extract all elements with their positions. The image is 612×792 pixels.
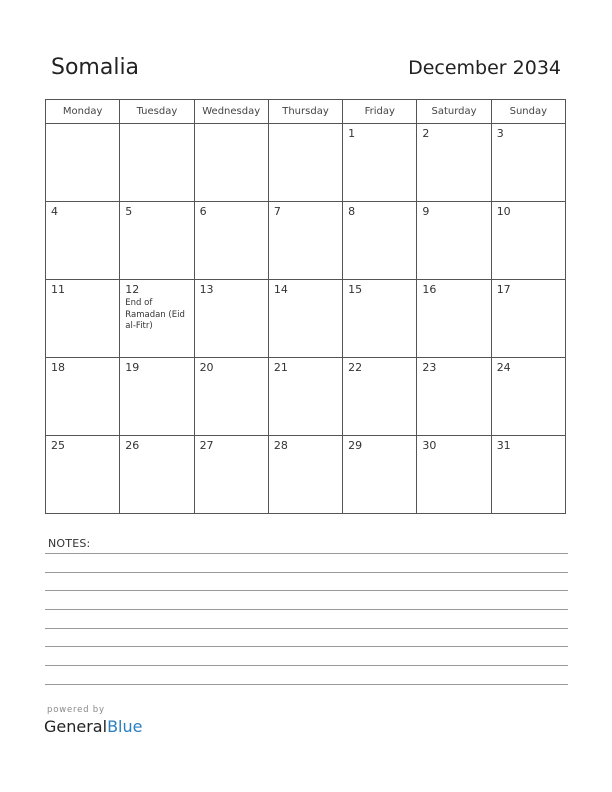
day-cell bbox=[268, 280, 342, 358]
day-cell bbox=[343, 124, 417, 202]
note-line[interactable] bbox=[45, 609, 568, 610]
day-cell bbox=[417, 124, 491, 202]
day-cell bbox=[343, 436, 417, 514]
brand-blue: Blue bbox=[107, 717, 143, 736]
day-number: 6 bbox=[199, 205, 207, 218]
day-cell bbox=[120, 436, 194, 514]
holiday-label: End of Ramadan (Eid al-Fitr) bbox=[125, 298, 185, 331]
day-cell bbox=[120, 358, 194, 436]
weekday-header: Thursday bbox=[268, 100, 342, 124]
weekday-header: Friday bbox=[343, 100, 417, 124]
weekday-header: Saturday bbox=[417, 100, 491, 124]
day-cell bbox=[417, 358, 491, 436]
day-number: 8 bbox=[348, 205, 356, 218]
day-cell bbox=[491, 358, 565, 436]
day-cell bbox=[194, 280, 268, 358]
country-title: Somalia bbox=[51, 55, 140, 80]
week-row bbox=[46, 124, 566, 202]
weekday-header-row bbox=[46, 100, 566, 124]
day-cell bbox=[343, 358, 417, 436]
note-line[interactable] bbox=[45, 590, 568, 591]
day-cell bbox=[268, 436, 342, 514]
day-cell bbox=[194, 358, 268, 436]
day-number: 16 bbox=[422, 283, 437, 296]
day-number: 24 bbox=[496, 361, 511, 374]
day-number: 27 bbox=[199, 439, 214, 452]
day-cell bbox=[491, 124, 565, 202]
day-number: 25 bbox=[51, 439, 65, 452]
day-number: 29 bbox=[348, 439, 363, 452]
day-number: 10 bbox=[496, 205, 511, 218]
week-row bbox=[46, 202, 566, 280]
notes-label: NOTES: bbox=[48, 537, 91, 550]
brand-general: General bbox=[44, 717, 108, 736]
day-number: 13 bbox=[199, 283, 214, 296]
day-number: 2 bbox=[422, 127, 430, 140]
day-number: 20 bbox=[199, 361, 214, 374]
week-row bbox=[46, 358, 566, 436]
day-cell bbox=[268, 202, 342, 280]
day-number: 30 bbox=[422, 439, 437, 452]
day-number: 9 bbox=[422, 205, 430, 218]
day-number: 19 bbox=[125, 361, 140, 374]
day-cell bbox=[491, 436, 565, 514]
day-number: 18 bbox=[51, 361, 65, 374]
day-cell bbox=[46, 280, 120, 358]
day-number: 4 bbox=[51, 205, 58, 218]
day-cell bbox=[268, 358, 342, 436]
note-line[interactable] bbox=[45, 665, 568, 666]
note-line[interactable] bbox=[45, 628, 568, 629]
day-cell bbox=[417, 202, 491, 280]
note-line[interactable] bbox=[45, 553, 568, 554]
day-number: 1 bbox=[348, 127, 356, 140]
weekday-header: Monday bbox=[46, 100, 120, 124]
day-cell bbox=[194, 124, 268, 202]
weekday-header: Wednesday bbox=[194, 100, 268, 124]
calendar-grid bbox=[45, 99, 566, 514]
week-row bbox=[46, 280, 566, 358]
day-cell bbox=[194, 202, 268, 280]
day-number: 12 bbox=[125, 283, 140, 296]
day-number: 5 bbox=[125, 205, 133, 218]
day-cell bbox=[343, 280, 417, 358]
day-number: 23 bbox=[422, 361, 437, 374]
day-cell bbox=[417, 436, 491, 514]
day-cell bbox=[491, 280, 565, 358]
day-cell bbox=[46, 124, 120, 202]
day-number: 15 bbox=[348, 283, 363, 296]
week-row bbox=[46, 436, 566, 514]
day-cell bbox=[120, 280, 194, 358]
note-line[interactable] bbox=[45, 646, 568, 647]
day-number: 28 bbox=[273, 439, 288, 452]
day-number: 17 bbox=[496, 283, 511, 296]
day-number: 11 bbox=[51, 283, 65, 296]
day-number: 26 bbox=[125, 439, 140, 452]
day-cell bbox=[46, 358, 120, 436]
day-cell bbox=[268, 124, 342, 202]
powered-by-text: powered by bbox=[47, 705, 105, 715]
note-line[interactable] bbox=[45, 572, 568, 573]
note-line[interactable] bbox=[45, 684, 568, 685]
day-cell bbox=[194, 436, 268, 514]
day-cell bbox=[417, 280, 491, 358]
generalblue-logo[interactable] bbox=[44, 717, 142, 736]
day-cell bbox=[46, 436, 120, 514]
day-cell bbox=[120, 202, 194, 280]
day-cell bbox=[46, 202, 120, 280]
day-cell bbox=[343, 202, 417, 280]
day-number: 31 bbox=[496, 439, 511, 452]
day-number: 3 bbox=[496, 127, 504, 140]
day-number: 22 bbox=[348, 361, 363, 374]
day-number: 21 bbox=[273, 361, 288, 374]
weekday-header: Tuesday bbox=[120, 100, 194, 124]
day-cell bbox=[491, 202, 565, 280]
day-cell bbox=[120, 124, 194, 202]
day-number: 14 bbox=[273, 283, 288, 296]
day-number: 7 bbox=[273, 205, 281, 218]
weekday-header: Sunday bbox=[491, 100, 565, 124]
month-title: December 2034 bbox=[408, 57, 561, 79]
